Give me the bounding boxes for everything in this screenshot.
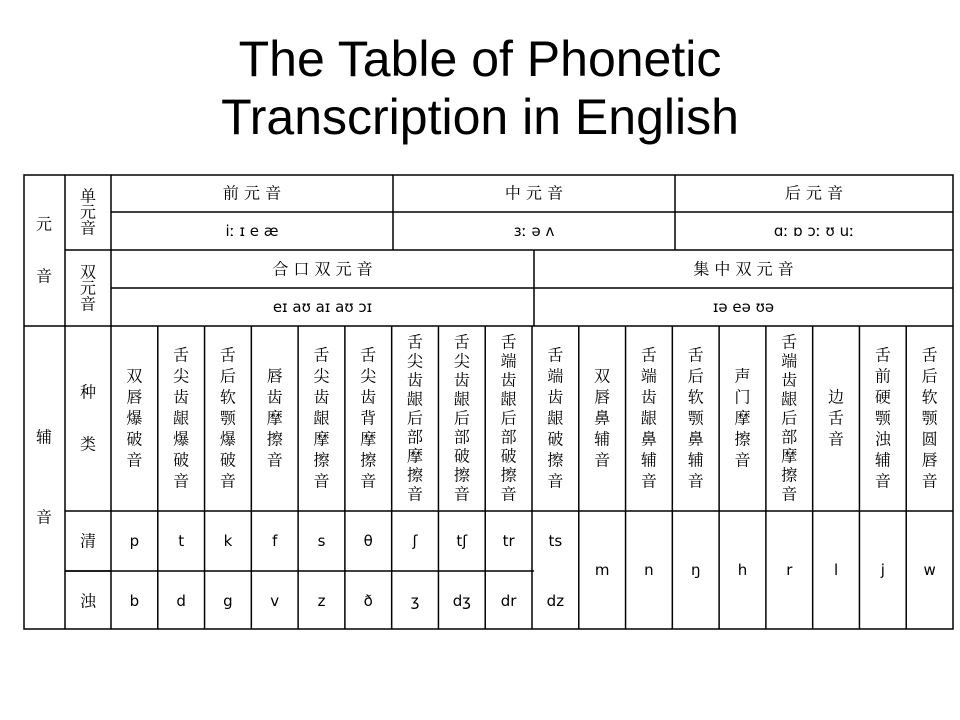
svg-text:唇: 唇	[594, 387, 611, 407]
svg-text:舌: 舌	[687, 345, 704, 365]
svg-text:颚: 颚	[874, 408, 891, 428]
svg-text:尖: 尖	[407, 351, 424, 371]
svg-text:辅: 辅	[874, 450, 891, 470]
svg-text:龈: 龈	[500, 389, 517, 409]
svg-text:元: 元	[79, 202, 97, 222]
svg-text:龈: 龈	[640, 408, 657, 428]
svg-text:声: 声	[734, 366, 751, 386]
svg-text:端: 端	[640, 366, 657, 386]
svg-text:舌: 舌	[313, 345, 330, 365]
svg-text:硬: 硬	[874, 387, 891, 407]
svg-text:龈: 龈	[453, 389, 470, 409]
consonant-symbol: n	[644, 561, 654, 579]
svg-text:齿: 齿	[640, 387, 657, 407]
svg-text:颚: 颚	[921, 408, 938, 428]
consonant-voiced-symbol: dz	[546, 592, 565, 610]
svg-text:破: 破	[219, 450, 236, 470]
voiced-label: 浊	[79, 591, 97, 611]
svg-text:辅: 辅	[594, 429, 611, 449]
svg-text:龈: 龈	[173, 408, 190, 428]
consonant-voiced-symbol: ʒ	[410, 592, 420, 610]
consonant-voiced-symbol: v	[270, 592, 280, 610]
svg-text:后: 后	[781, 408, 798, 428]
svg-text:音: 音	[79, 218, 97, 238]
monophthong-group-header: 后 元 音	[784, 183, 844, 203]
svg-text:双: 双	[126, 366, 143, 386]
consonant-type-15	[781, 333, 797, 504]
svg-text:擦: 擦	[360, 450, 377, 470]
svg-text:端: 端	[500, 351, 517, 371]
svg-text:齿: 齿	[360, 387, 377, 407]
svg-text:音: 音	[547, 471, 564, 491]
svg-text:尖: 尖	[360, 366, 377, 386]
svg-text:音: 音	[828, 429, 845, 449]
svg-text:舌: 舌	[219, 345, 236, 365]
svg-text:擦: 擦	[313, 450, 330, 470]
monophthong-group-symbols: iː ɪ e æ	[225, 222, 279, 240]
svg-text:音: 音	[35, 266, 53, 286]
svg-text:摩: 摩	[407, 446, 424, 466]
svg-text:擦: 擦	[547, 450, 564, 470]
svg-text:爆: 爆	[219, 429, 236, 449]
svg-text:齿: 齿	[266, 387, 283, 407]
svg-text:舌: 舌	[500, 332, 517, 352]
svg-text:摩: 摩	[266, 408, 283, 428]
svg-text:音: 音	[781, 484, 798, 504]
svg-text:擦: 擦	[781, 465, 798, 485]
svg-text:背: 背	[360, 408, 377, 428]
diphthong-group-symbols: eɪ aʊ aɪ aʊ ɔɪ	[272, 298, 373, 316]
svg-text:破: 破	[173, 450, 190, 470]
svg-text:音: 音	[687, 471, 704, 491]
svg-text:单: 单	[79, 186, 97, 206]
consonant-type-9	[501, 333, 517, 504]
svg-text:唇: 唇	[126, 387, 143, 407]
consonant-voiceless-symbol: t	[178, 532, 185, 550]
svg-text:龈: 龈	[547, 408, 564, 428]
svg-text:音: 音	[126, 450, 143, 470]
diphthong-group-symbols: ɪə eə ʊə	[712, 298, 775, 316]
consonant-voiceless-symbol: s	[317, 532, 326, 550]
svg-text:尖: 尖	[313, 366, 330, 386]
svg-text:齿: 齿	[781, 370, 798, 390]
svg-text:软: 软	[219, 387, 236, 407]
consonant-voiced-symbol: d	[176, 592, 186, 610]
diphthong-group-header: 合 口 双 元 音	[272, 259, 373, 279]
svg-text:破: 破	[500, 446, 517, 466]
svg-text:后: 后	[687, 366, 704, 386]
svg-text:舌: 舌	[640, 345, 657, 365]
svg-text:软: 软	[921, 387, 938, 407]
consonant-type-3	[220, 346, 237, 491]
svg-text:唇: 唇	[266, 366, 283, 386]
svg-text:齿: 齿	[407, 370, 424, 390]
svg-text:舌: 舌	[547, 345, 564, 365]
svg-text:音: 音	[921, 471, 938, 491]
monophthong-group-header: 前 元 音	[222, 183, 282, 203]
svg-text:舌: 舌	[360, 345, 377, 365]
svg-text:龈: 龈	[781, 389, 798, 409]
svg-text:软: 软	[687, 387, 704, 407]
svg-text:摩: 摩	[781, 446, 798, 466]
consonant-category-label	[36, 428, 52, 527]
svg-text:端: 端	[781, 351, 798, 371]
title-line-2: Transcription in English	[221, 89, 739, 145]
table-grid	[24, 175, 953, 629]
consonant-voiceless-symbol: f	[272, 532, 278, 550]
consonant-voiceless-symbol: θ	[363, 532, 373, 550]
svg-text:音: 音	[360, 471, 377, 491]
diphthong-group-header: 集 中 双 元 音	[693, 259, 794, 279]
monophthong-label	[80, 187, 96, 238]
svg-text:元: 元	[79, 278, 97, 298]
consonant-voiceless-symbol: ʃ	[412, 532, 418, 550]
voiceless-label: 清	[79, 531, 97, 551]
svg-text:音: 音	[173, 471, 190, 491]
svg-text:音: 音	[79, 294, 97, 314]
consonant-type-17	[875, 346, 892, 491]
svg-text:音: 音	[640, 471, 657, 491]
consonant-voiceless-symbol: ts	[548, 532, 563, 550]
svg-text:音: 音	[734, 450, 751, 470]
svg-text:舌: 舌	[453, 332, 470, 352]
svg-text:部: 部	[453, 427, 470, 447]
svg-text:尖: 尖	[173, 366, 190, 386]
svg-text:音: 音	[313, 471, 330, 491]
svg-text:端: 端	[547, 366, 564, 386]
svg-text:部: 部	[407, 427, 424, 447]
svg-text:鼻: 鼻	[687, 429, 704, 449]
consonant-symbol: w	[923, 561, 936, 579]
svg-text:类: 类	[79, 434, 97, 454]
svg-text:爆: 爆	[126, 408, 143, 428]
consonant-voiced-symbol: z	[317, 592, 326, 610]
svg-text:齿: 齿	[313, 387, 330, 407]
svg-text:擦: 擦	[266, 429, 283, 449]
svg-text:舌: 舌	[828, 408, 845, 428]
svg-text:圆: 圆	[921, 429, 938, 449]
svg-text:尖: 尖	[453, 351, 470, 371]
consonant-symbol: j	[880, 561, 885, 579]
consonant-voiceless-symbol: k	[223, 532, 233, 550]
consonant-voiced-symbol: dʒ	[452, 592, 471, 610]
svg-text:舌: 舌	[781, 332, 798, 352]
svg-text:辅: 辅	[687, 450, 704, 470]
svg-text:颚: 颚	[219, 408, 236, 428]
svg-text:后: 后	[407, 408, 424, 428]
svg-text:齿: 齿	[453, 370, 470, 390]
svg-text:擦: 擦	[734, 429, 751, 449]
svg-text:边: 边	[828, 387, 845, 407]
svg-text:舌: 舌	[173, 345, 190, 365]
monophthong-group-header: 中 元 音	[504, 183, 564, 203]
monophthong-group-symbols: ɑː ɒ ɔː ʊ uː	[773, 222, 855, 240]
consonant-voiceless-symbol: tr	[502, 532, 515, 550]
svg-text:部: 部	[500, 427, 517, 447]
title-line-1: The Table of Phonetic	[238, 31, 722, 87]
svg-text:部: 部	[781, 427, 798, 447]
slide-title	[0, 30, 960, 146]
svg-text:龈: 龈	[407, 389, 424, 409]
consonant-type-10	[547, 346, 563, 491]
svg-text:音: 音	[453, 484, 470, 504]
svg-text:唇: 唇	[921, 450, 938, 470]
svg-text:爆: 爆	[173, 429, 190, 449]
consonant-voiced-symbol: b	[129, 592, 140, 610]
svg-text:音: 音	[266, 450, 283, 470]
consonant-voiceless-symbol: p	[129, 532, 140, 550]
consonant-type-7	[407, 333, 423, 504]
svg-text:音: 音	[500, 484, 517, 504]
svg-text:破: 破	[453, 446, 470, 466]
monophthong-group-symbols: ɜː ə ʌ	[513, 222, 555, 240]
svg-text:音: 音	[594, 450, 611, 470]
svg-text:摩: 摩	[313, 429, 330, 449]
consonant-voiced-symbol: ð	[363, 592, 373, 610]
svg-text:摩: 摩	[734, 408, 751, 428]
diphthong-label	[80, 263, 96, 314]
consonant-type-1	[126, 367, 142, 470]
svg-text:前: 前	[874, 366, 891, 386]
svg-text:鼻: 鼻	[594, 408, 611, 428]
svg-text:后: 后	[921, 366, 938, 386]
svg-text:后: 后	[453, 408, 470, 428]
consonant-type-18	[922, 346, 939, 491]
consonant-symbol: r	[786, 561, 793, 579]
svg-text:齿: 齿	[547, 387, 564, 407]
svg-text:后: 后	[219, 366, 236, 386]
consonant-type-12	[641, 346, 657, 491]
svg-text:擦: 擦	[453, 465, 470, 485]
consonant-type-11	[594, 367, 610, 470]
phonetic-table	[23, 174, 955, 630]
consonant-type-label	[80, 383, 96, 454]
consonant-type-2	[173, 346, 189, 491]
svg-text:舌: 舌	[407, 332, 424, 352]
consonant-voiceless-symbol: tʃ	[456, 532, 468, 550]
svg-text:破: 破	[126, 429, 143, 449]
consonant-symbol: h	[737, 561, 748, 579]
consonant-voiced-symbol: g	[223, 592, 233, 610]
svg-text:双: 双	[594, 366, 611, 386]
vowel-category-label	[36, 215, 52, 286]
consonant-symbol: l	[833, 561, 839, 579]
svg-text:齿: 齿	[173, 387, 190, 407]
svg-text:音: 音	[407, 484, 424, 504]
consonant-type-14	[734, 367, 750, 470]
svg-text:舌: 舌	[921, 345, 938, 365]
consonant-type-5	[313, 346, 329, 491]
svg-text:元: 元	[35, 214, 53, 234]
svg-text:齿: 齿	[500, 370, 517, 390]
svg-text:擦: 擦	[500, 465, 517, 485]
svg-text:种: 种	[79, 382, 97, 402]
svg-text:擦: 擦	[407, 465, 424, 485]
svg-text:音: 音	[219, 471, 236, 491]
svg-text:音: 音	[35, 507, 53, 527]
svg-text:鼻: 鼻	[640, 429, 657, 449]
consonant-type-4	[267, 367, 283, 470]
svg-text:辅: 辅	[35, 427, 53, 447]
svg-text:门: 门	[734, 387, 751, 407]
svg-text:破: 破	[547, 429, 564, 449]
svg-text:舌: 舌	[874, 345, 891, 365]
consonant-symbol: ŋ	[690, 561, 701, 579]
svg-text:后: 后	[500, 408, 517, 428]
consonant-symbol: m	[594, 561, 610, 579]
consonant-type-6	[360, 346, 376, 491]
svg-text:颚: 颚	[687, 408, 704, 428]
consonant-type-16	[828, 388, 844, 449]
svg-text:双: 双	[79, 262, 97, 282]
svg-text:龈: 龈	[313, 408, 330, 428]
svg-text:摩: 摩	[360, 429, 377, 449]
svg-text:音: 音	[874, 471, 891, 491]
svg-text:辅: 辅	[640, 450, 657, 470]
svg-text:浊: 浊	[874, 429, 891, 449]
consonant-type-13	[688, 346, 705, 491]
consonant-voiced-symbol: dr	[500, 592, 517, 610]
consonant-type-8	[454, 333, 470, 504]
